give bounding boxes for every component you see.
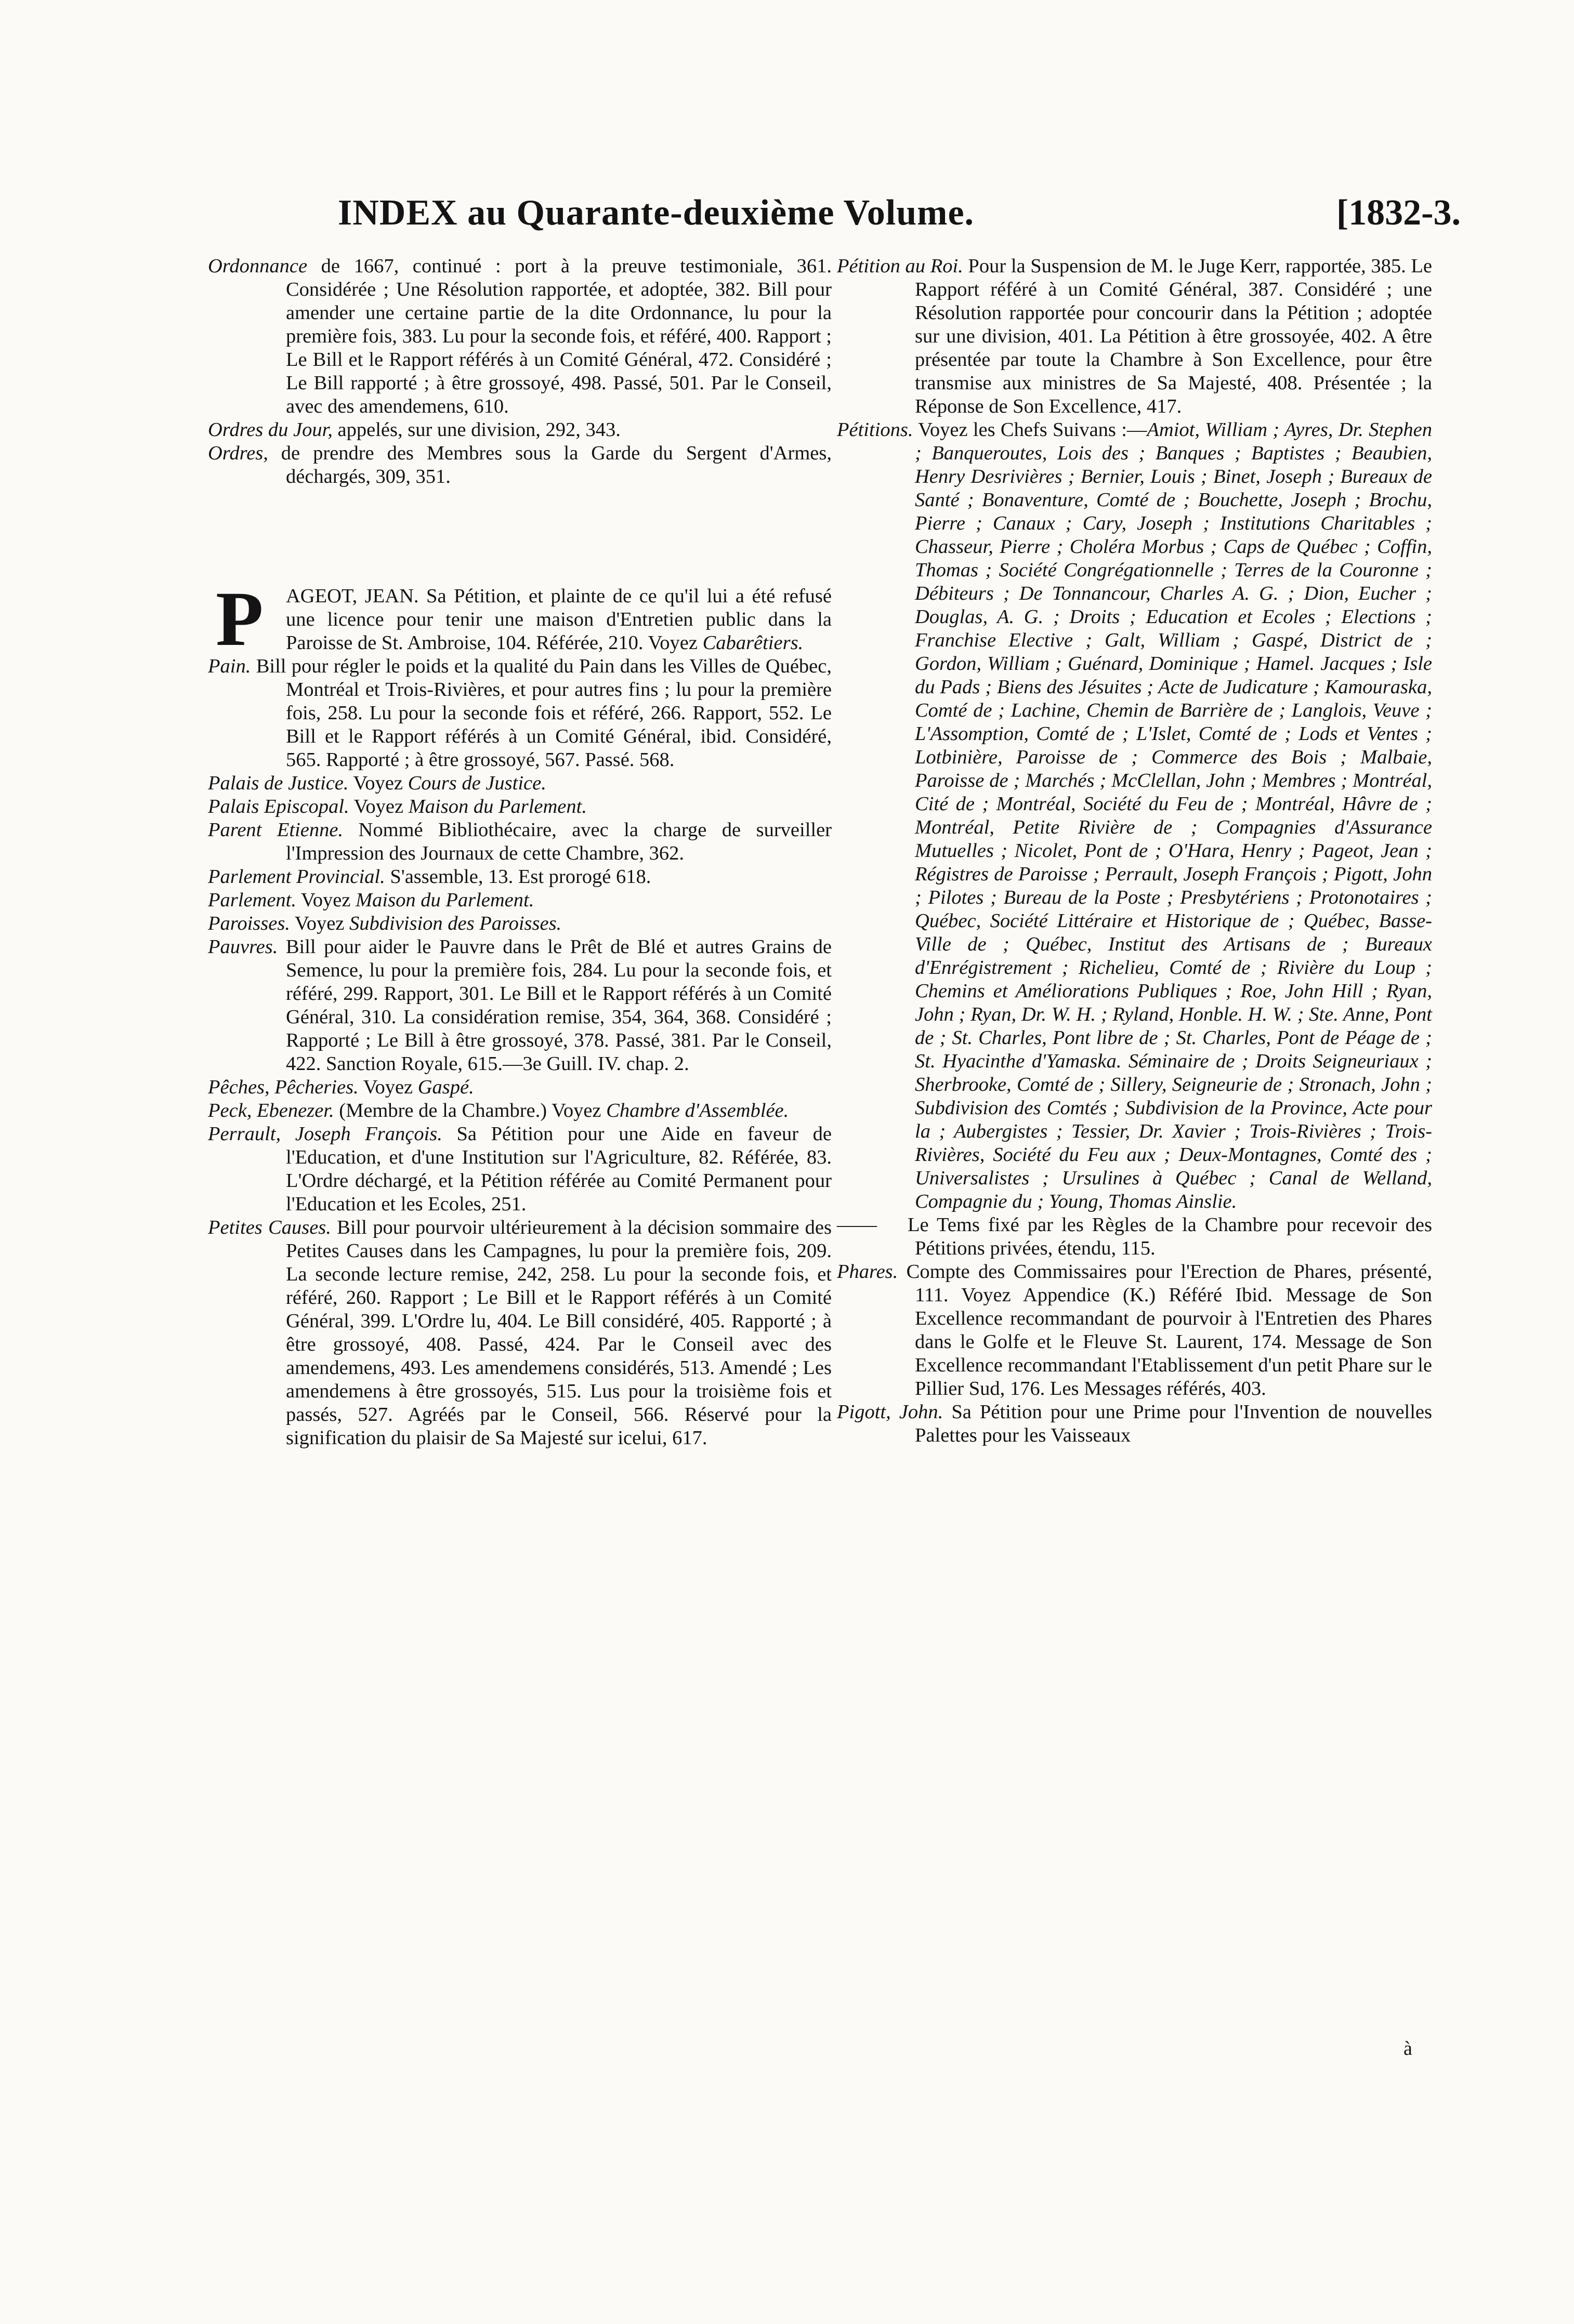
index-entry <box>837 1401 1432 1447</box>
index-entry <box>208 655 832 772</box>
entry-cross-reference: Maison du Parlement. <box>356 889 534 911</box>
index-entry <box>837 255 1432 418</box>
page-header <box>338 192 1461 239</box>
entry-text: Bill pour régler le poids et la qualité du Pain dans les Villes de Québec, Montréal et Trois-Rivières, et pour autres fins ; lu pour la première fois, 258. Lu pour la seconde fois et référé, 266. Rapport, 552. Le Bill et le Rapport référés à un Comité Général, ibid. Considéré, 565. Rapporté ; à être grossoyé, 567. Passé. 568. <box>251 655 832 771</box>
index-entry <box>837 418 1432 1213</box>
entry-text: de 1667, continué : port à la preuve testimoniale, 361. Considérée ; Une Résolution rapportée, et adoptée, 382. Bill pour amender une certaine partie de la dite Ordonnance, lu pour la première fois, 383. Lu pour la seconde fois, et référé, 400. Rapport ; Le Bill et le Rapport référés à un Comité Général, 472. Considéré ; Le Bill rapporté ; à être grossoyé, 498. Passé, 501. Par le Conseil, avec des amendemens, 610. <box>286 255 832 417</box>
index-entry <box>208 818 832 865</box>
entry-text: Voyez <box>349 796 409 817</box>
entry-heading: Parlement Provincial. <box>208 866 385 888</box>
entry-text: appelés, sur une division, 292, 343. <box>332 419 621 441</box>
index-entry <box>208 418 832 442</box>
entry-heading: Paroisses. <box>208 913 290 934</box>
entry-heading: Pauvres. <box>208 936 278 958</box>
entry-cross-reference-list: Amiot, William ; Ayres, Dr. Stephen ; Banqueroutes, Lois des ; Banques ; Baptistes ; Beaubien, Henry Desrivières ; Bernier, Louis ; Binet, Joseph ; Bureaux de Santé ; Bonaventure, Comté de ; Bouchette, Joseph ; Brochu, Pierre ; Canaux ; Cary, Joseph ; Institutions Charitables ; Chasseur, Pierre ; Choléra Morbus ; Caps de Québec ; Coffin, Thomas ; Société Congrégationnelle ; Terres de la Couronne ; Débiteurs ; De Tonnancour, Charles A. G. ; Dion, Eucher ; Douglas, A. G. ; Droits ; Education et Ecoles ; Elections ; Franchise Elective ; Galt, William ; Gaspé, District de ; Gordon, William ; Guénard, Dominique ; Hamel. Jacques ; Isle du Pads ; Biens des Jésuites ; Acte de Judicature ; Kamouraska, Comté de ; Lachine, Chemin de Barrière de ; Langlois, Veuve ; L'Assomption, Comté de ; L'Islet, Comté de ; Lods et Ventes ; Lotbinière, Paroisse de ; Commerce des Bois ; Malbaie, Paroisse de ; Marchés ; McClellan, John ; Membres ; Montréal, Cité de ; Montréal, Société du Feu de ; Montréal, Hâvre de ; Montréal, Petite Rivière de ; Compagnies d'Assurance Mutuelles ; Nicolet, Pont de ; O'Hara, Henry ; Pageot, Jean ; Régistres de Paroisse ; Perrault, Joseph François ; Pigott, John ; Pilotes ; Bureau de la Poste ; Presbytériens ; Protonotaires ; Québec, Société Littéraire et Historique de ; Québec, Basse-Ville de ; Québec, Institut des Artisans de ; Bureaux d'Enrégistrement ; Richelieu, Comté de ; Rivière du Loup ; Chemins et Améliorations Publiques ; Roe, John Hill ; Ryan, John ; Ryan, Dr. W. H. ; Ryland, Honble. H. W. ; Ste. Anne, Pont de ; St. Charles, Pont libre de ; St. Charles, Pont de Péage de ; St. Hyacinthe d'Yamaska. Séminaire de ; Droits Seigneuriaux ; Sherbrooke, Comté de ; Sillery, Seigneurie de ; Stronach, John ; Subdivision des Comtés ; Subdivision de la Province, Acte pour la ; Aubergistes ; Tessier, Dr. Xavier ; Trois-Rivières ; Trois-Rivières, Société du Feu aux ; Deux-Montagnes, Comté des ; Universalistes ; Ursulines à Québec ; Canal de Welland, Compagnie du ; Young, Thomas Ainslie. <box>915 419 1432 1212</box>
entry-text: Bill pour aider le Pauvre dans le Prêt de Blé et autres Grains de Semence, lu pour la première fois, 284. Lu pour la seconde fois, et référé, 299. Rapport, 301. Le Bill et le Rapport référés à un Comité Général, 310. La considération remise, 354, 364, 368. Considéré ; Rapporté ; Le Bill à être grossoyé, 378. Passé, 381. Par le Conseil, 422. Sanction Royale, 615.—3e Guill. IV. chap. 2. <box>278 936 832 1075</box>
right-column <box>837 255 1432 1447</box>
entry-heading: Pain. <box>208 655 251 677</box>
entry-heading: Perrault, Joseph François. <box>208 1123 442 1145</box>
entry-text: Voyez <box>290 913 350 934</box>
entry-heading: Pigott, John. <box>837 1401 943 1423</box>
index-entry <box>208 772 832 795</box>
page-title: INDEX au Quarante-deuxième Volume. <box>338 193 975 233</box>
index-entry <box>208 889 832 912</box>
entry-text: Sa Pétition, et plainte de ce qu'il lui a été refusé une licence pour tenir une maison d'Entretien public dans la Paroisse de St. Ambroise, 104. Référée, 210. Voyez <box>286 585 832 654</box>
entry-cross-reference: Gaspé. <box>417 1076 474 1098</box>
index-entry <box>208 1216 832 1450</box>
entry-heading: Parent Etienne. <box>208 819 344 841</box>
entry-cross-reference: Cabarêtiers. <box>702 632 804 654</box>
left-column <box>208 255 832 1450</box>
index-entry <box>208 912 832 935</box>
entry-heading: Ordres, <box>208 442 268 464</box>
drop-capital: P <box>216 576 264 662</box>
entry-heading: Petites Causes. <box>208 1217 331 1238</box>
entry-text: Sa Pétition pour une Aide en faveur de l'Education, et d'une Institution sur l'Agriculture, 82. Référée, 83. L'Ordre déchargé, et la Pétition référée au Comité Permanent pour l'Education et les Ecoles, 251. <box>286 1123 832 1215</box>
entry-cross-reference: Subdivision des Paroisses. <box>349 913 562 934</box>
entry-text: Pour la Suspension de M. le Juge Kerr, rapportée, 385. Le Rapport référé à un Comité Général, 387. Considéré ; une Résolution rapportée pour concourir dans la Pétition ; adoptée sur une division, 401. La Pétition à être grossoyée, 402. A être présentée par toute la Chambre à Son Excellence, pour être transmise aux ministres de Sa Majesté, 408. Présentée ; la Réponse de Son Excellence, 417. <box>915 255 1432 417</box>
index-entry <box>208 865 832 889</box>
entry-heading: Parlement. <box>208 889 296 911</box>
index-entry <box>208 255 832 418</box>
entry-cross-reference: Cours de Justice. <box>408 772 546 794</box>
entry-text: Voyez <box>358 1076 418 1098</box>
index-entry <box>837 1260 1432 1401</box>
entry-text: (Membre de la Chambre.) Voyez <box>334 1100 607 1121</box>
entry-text: Voyez <box>348 772 408 794</box>
entry-heading: Peck, Ebenezer. <box>208 1100 334 1121</box>
entry-heading: Palais de Justice. <box>208 772 349 794</box>
entry-heading: Phares. <box>837 1261 898 1283</box>
entry-heading: Palais Episcopal. <box>208 796 349 817</box>
index-entry <box>837 1213 1432 1260</box>
entry-heading: Ordres du Jour, <box>208 419 333 441</box>
entry-text: de prendre des Membres sous la Garde du Sergent d'Armes, déchargés, 309, 351. <box>268 442 832 487</box>
index-entry <box>208 1076 832 1099</box>
index-entry <box>208 795 832 818</box>
entry-text: Voyez les Chefs Suivans :— <box>913 419 1147 441</box>
section-p-entry <box>208 576 832 662</box>
entry-cross-reference: Maison du Parlement. <box>408 796 587 817</box>
entry-text: Le Tems fixé par les Règles de la Chambre pour recevoir des Pétitions privées, étendu, 115. <box>899 1214 1432 1259</box>
entry-text: Bill pour pourvoir ultérieurement à la décision sommaire des Petites Causes dans les Campagnes, lu pour la première fois, 209. La seconde lecture remise, 242, 258. Lu pour la seconde fois, et référé, 260. Rapport ; Le Bill et le Rapport référés à un Comité Général, 399. L'Ordre lu, 404. Le Bill considéré, 405. Rapporté ; à être grossoyé, 408. Passé, 424. Par le Conseil avec des amendemens, 493. Les amendemens considérés, 513. Amendé ; Les amendemens à être grossoyés, 515. Lus pour la troisième fois et passés, 527. Agréés par le Conseil, 566. Réservé pour la signification du plaisir de Sa Majesté sur icelui, 617. <box>286 1217 832 1449</box>
entry-text: Sa Pétition pour une Prime pour l'Invention de nouvelles Palettes pour les Vaisseaux <box>915 1401 1432 1446</box>
entry-text: Nommé Bibliothécaire, avec la charge de surveiller l'Impression des Journaux de cette Chambre, 362. <box>286 819 832 864</box>
entry-cross-reference: Chambre d'Assemblée. <box>606 1100 789 1121</box>
page-year: [1832-3. <box>1336 193 1461 233</box>
index-entry <box>208 1123 832 1216</box>
entry-text: Voyez <box>296 889 356 911</box>
entry-text: Compte des Commissaires pour l'Erection de Phares, présenté, 111. Voyez Appendice (K.) Référé Ibid. Message de Son Excellence recommandant de pourvoir à l'Entretien des Phares dans le Golfe et le Fleuve St. Laurent, 174. Message de Son Excellence recommandant l'Etablissement d'un petit Phare sur le Pillier Sud, 176. Les Messages référés, 403. <box>898 1261 1432 1399</box>
entry-heading: AGEOT, JEAN. <box>286 585 419 607</box>
catchword: à <box>1404 2038 1412 2059</box>
entry-heading: Ordonnance <box>208 255 308 277</box>
entry-heading: Pétitions. <box>837 419 913 441</box>
index-entry <box>208 442 832 488</box>
entry-heading: Pétition au Roi. <box>837 255 963 277</box>
index-entry <box>208 935 832 1076</box>
entry-heading: Pêches, Pêcheries. <box>208 1076 359 1098</box>
entry-text: S'assemble, 13. Est prorogé 618. <box>385 866 651 888</box>
index-entry <box>208 1099 832 1123</box>
entry-dash: —— <box>837 1214 877 1236</box>
